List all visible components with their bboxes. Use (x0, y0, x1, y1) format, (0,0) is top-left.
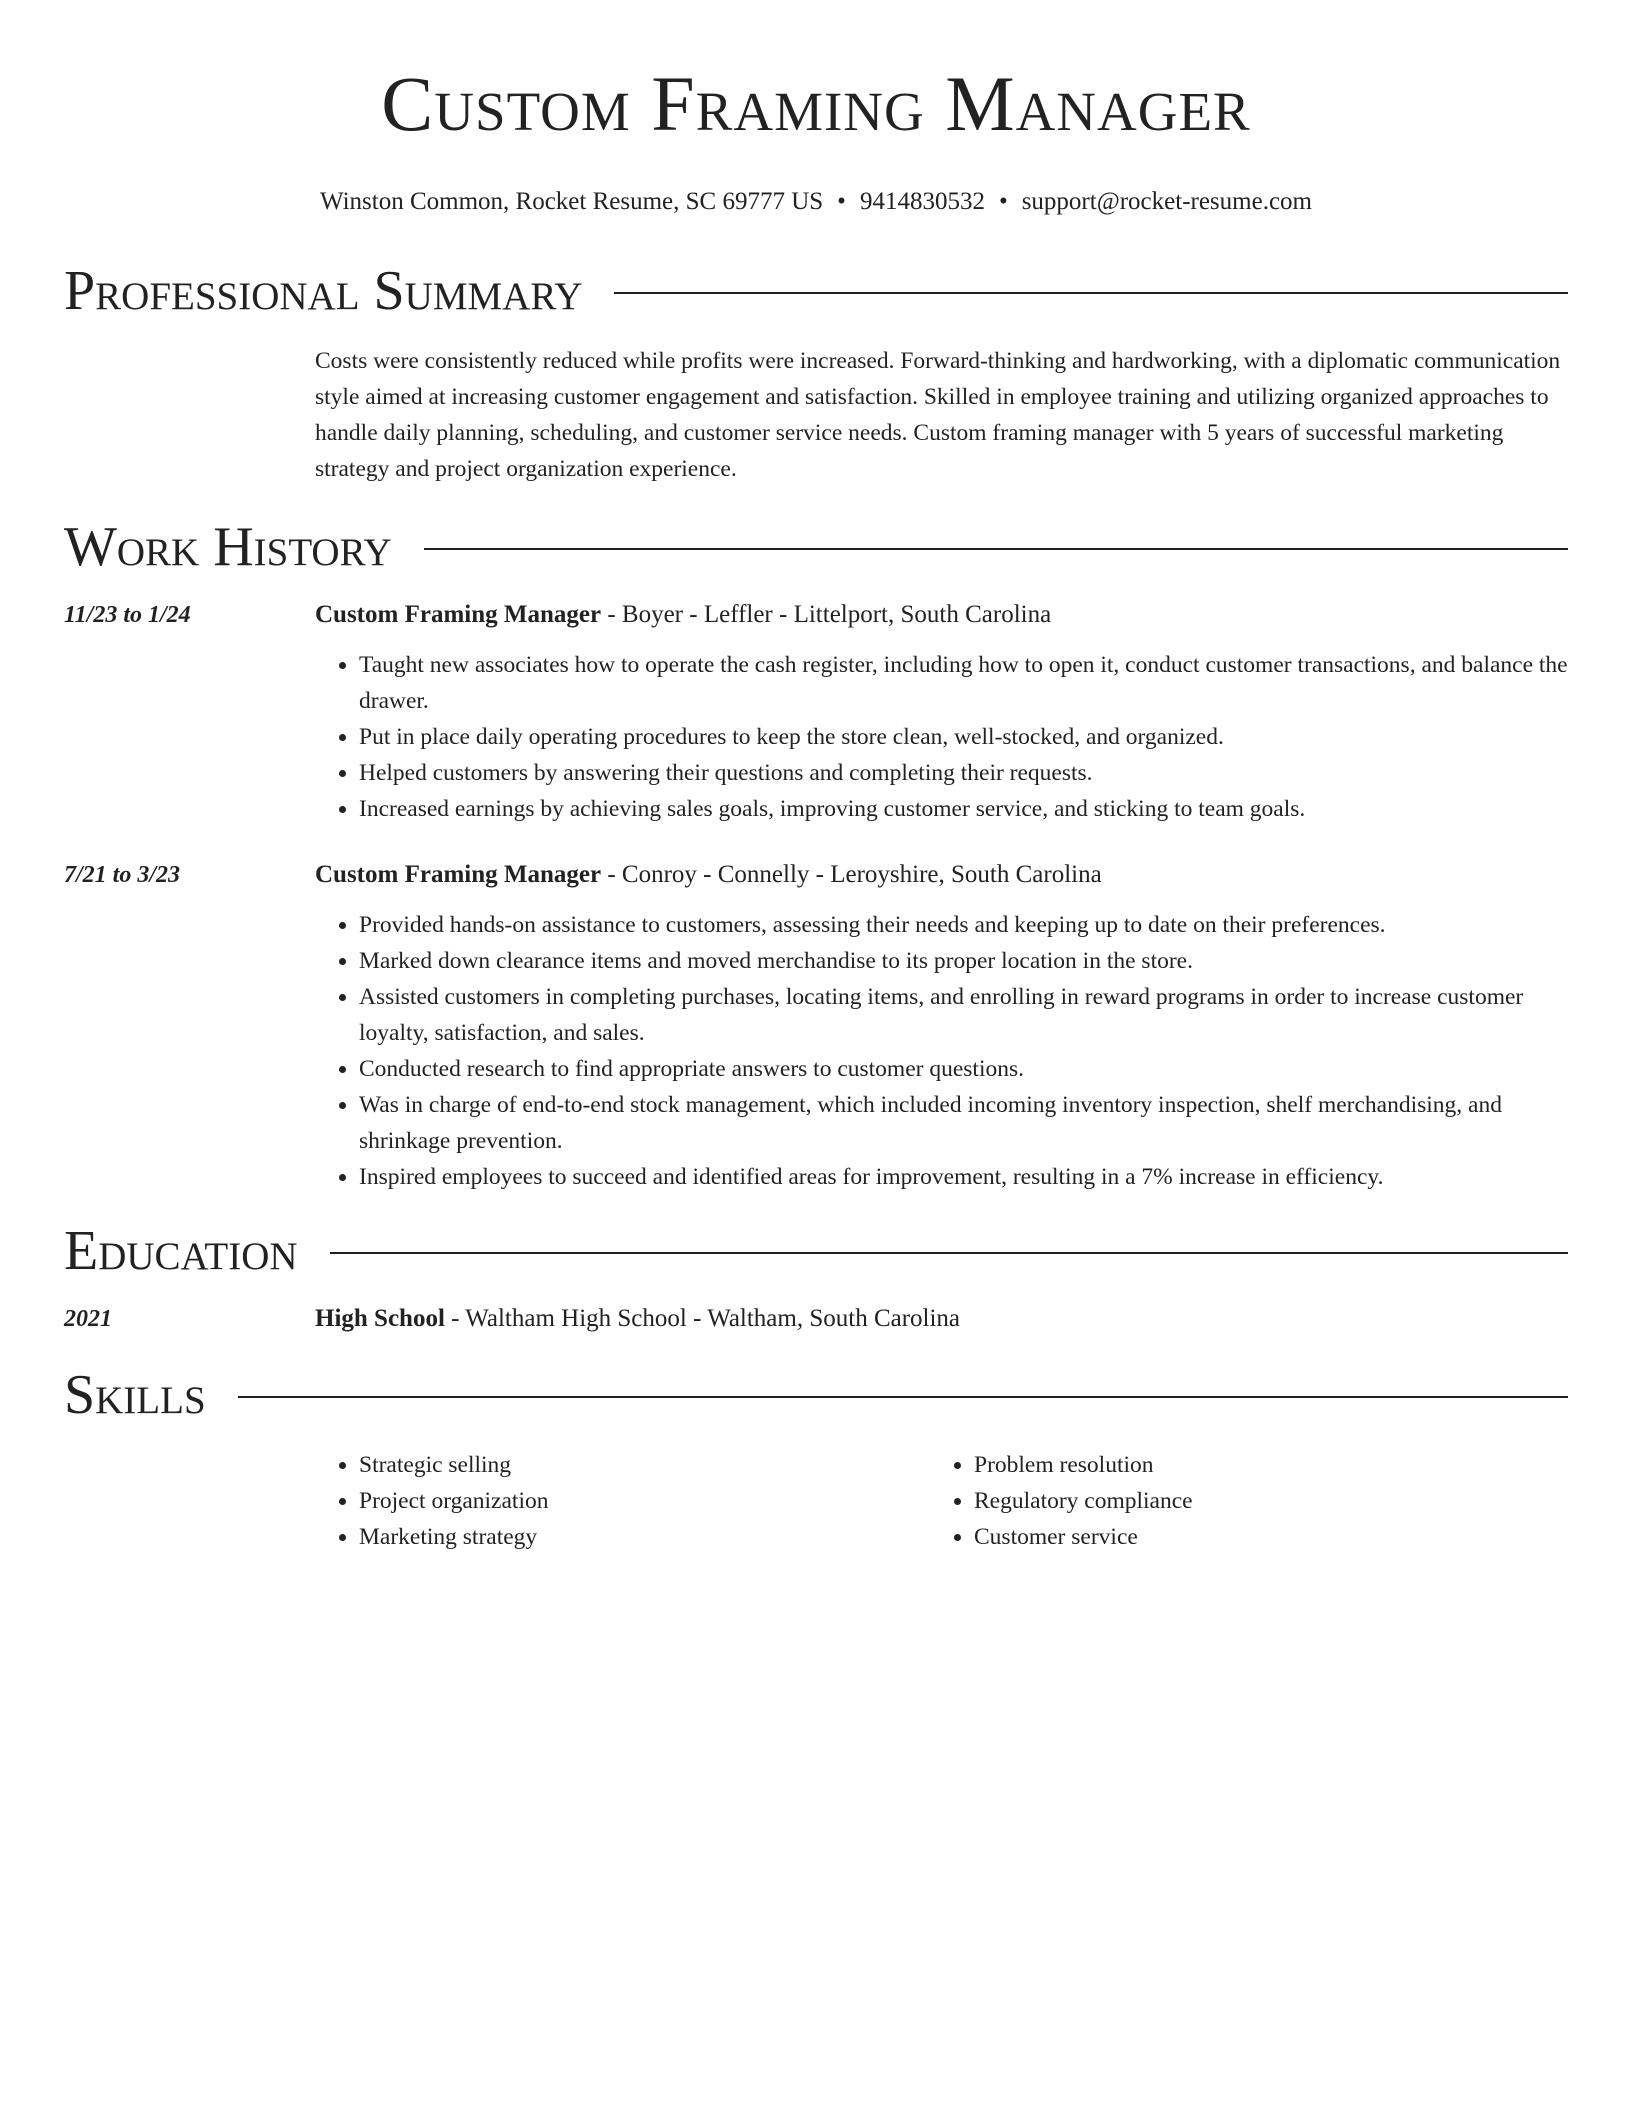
list-item: • Inspired employees to succeed and identified areas for improvement, resulting in a 7% increase in efficiency. (359, 1159, 1568, 1195)
resume-name: Custom Framing Manager (381, 60, 1251, 147)
section-divider (424, 548, 1568, 550)
skills-list (315, 1447, 1568, 1555)
summary-heading: Professional Summary (64, 260, 583, 322)
skills-heading: Skills (64, 1364, 206, 1426)
contact-line (64, 187, 1568, 217)
contact-separator: • (837, 188, 846, 215)
section-divider (330, 1252, 1568, 1254)
work-heading: Work History (64, 516, 392, 578)
job-title-line (315, 857, 1568, 893)
job-details: - Boyer - Leffler - Littelport, South Carolina (601, 601, 1052, 628)
skill-item: • Project organization (359, 1483, 930, 1519)
job-dates: 7/21 to 3/23 (64, 862, 181, 888)
list-item: • Assisted customers in completing purchases, locating items, and enrolling in reward programs in order to increase customer loyalty, satisfaction, and sales. (359, 979, 1568, 1051)
job-details: - Conroy - Connelly - Leroyshire, South Carolina (601, 861, 1102, 888)
job-bullets (315, 647, 1568, 827)
list-item: • Put in place daily operating procedures to keep the store clean, well-stocked, and organized. (359, 719, 1568, 755)
contact-phone: 9414830532 (859, 188, 985, 215)
summary-section-header (64, 259, 1568, 323)
job-entry (64, 857, 1568, 1195)
skill-item: • Strategic selling (359, 1447, 930, 1483)
list-item: • Marked down clearance items and moved merchandise to its proper location in the store. (359, 943, 1568, 979)
job-title: Custom Framing Manager (315, 601, 602, 628)
job-title-line (315, 597, 1568, 633)
list-item: • Was in charge of end-to-end stock management, which included incoming inventory inspection, shelf merchandising, and shrinkage prevention. (359, 1087, 1568, 1159)
education-body (315, 1301, 1568, 1337)
list-item: • Increased earnings by achieving sales goals, improving customer service, and sticking to team goals. (359, 791, 1568, 827)
skills-column-right (930, 1447, 1545, 1555)
section-divider (238, 1396, 1568, 1398)
job-body (315, 597, 1568, 827)
skill-item: • Marketing strategy (359, 1519, 930, 1555)
contact-separator: • (998, 188, 1008, 215)
contact-address: Winston Common, Rocket Resume, SC 69777 US (319, 188, 824, 215)
education-heading: Education (64, 1220, 298, 1282)
job-title: Custom Framing Manager (315, 861, 602, 888)
skill-item: • Regulatory compliance (974, 1483, 1545, 1519)
job-body (315, 857, 1568, 1195)
job-entry (64, 597, 1568, 827)
job-bullets (315, 907, 1568, 1195)
education-line (315, 1301, 1568, 1337)
job-dates: 11/23 to 1/24 (64, 602, 191, 628)
education-entry (64, 1301, 1568, 1337)
skills-section-header (64, 1363, 1568, 1427)
education-degree: High School (315, 1305, 445, 1332)
summary-text: Costs were consistently reduced while profits were increased. Forward-thinking and hardworking, with a diplomatic communication style aimed at increasing customer engagement and satisfaction. Skilled in employee training and utilizing organized approaches to handle daily planning, scheduling, and customer service needs. Custom framing manager with 5 years of successful marketing strategy and project organization experience. (315, 348, 1561, 482)
list-item: • Taught new associates how to operate the cash register, including how to open it, conduct customer transactions, and balance the drawer. (359, 647, 1568, 719)
skill-item: • Problem resolution (974, 1447, 1545, 1483)
contact-email: support@rocket-resume.com (1021, 188, 1312, 215)
list-item: • Conducted research to find appropriate answers to customer questions. (359, 1051, 1568, 1087)
skill-item: • Customer service (974, 1519, 1545, 1555)
section-divider (614, 292, 1568, 294)
education-year: 2021 (64, 1306, 112, 1332)
work-section-header (64, 515, 1568, 579)
education-section-header (64, 1219, 1568, 1283)
skills-column-left (315, 1447, 930, 1555)
list-item: • Helped customers by answering their questions and completing their requests. (359, 755, 1568, 791)
list-item: • Provided hands-on assistance to customers, assessing their needs and keeping up to date on their preferences. (359, 907, 1568, 943)
education-details: - Waltham High School - Waltham, South Carolina (444, 1305, 961, 1332)
